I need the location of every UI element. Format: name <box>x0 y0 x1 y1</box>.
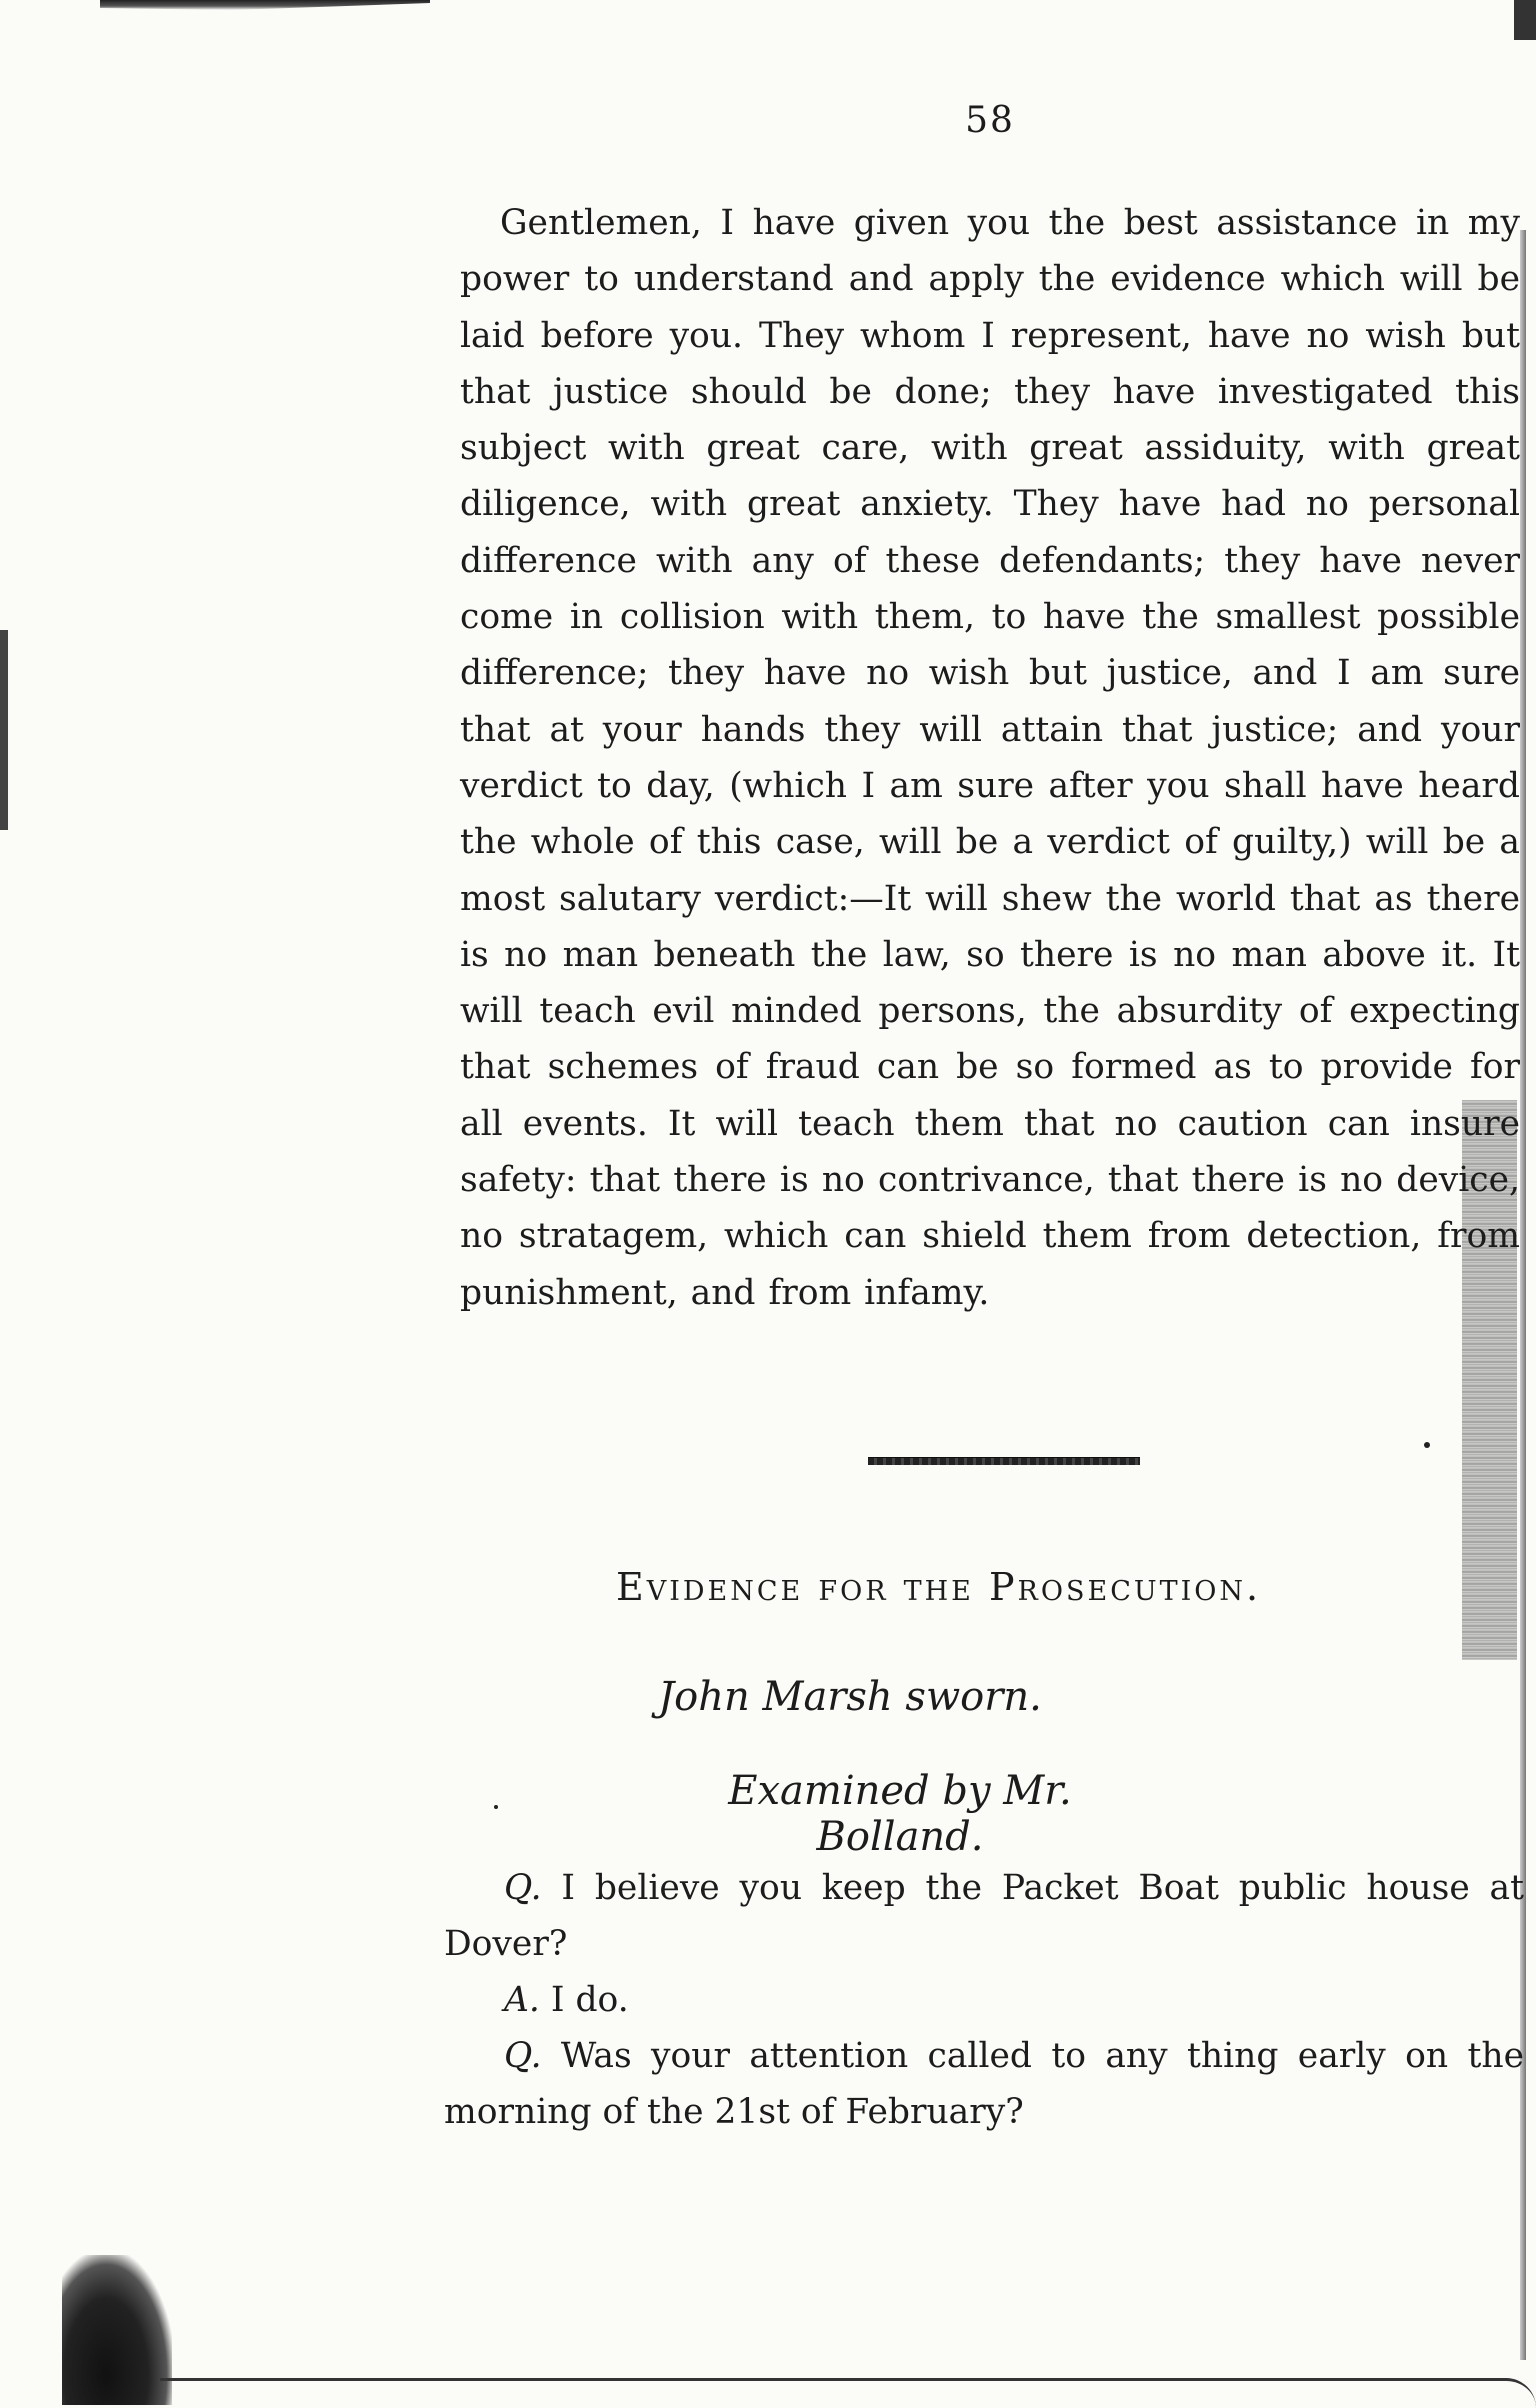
closing-statement <box>460 195 1520 1321</box>
testimony-line <box>444 1860 1524 1972</box>
scan-artifact-top-right <box>1514 0 1536 40</box>
examined-by: Examined by Mr. Bolland. <box>728 1768 1072 1860</box>
page-number: 58 <box>965 100 1015 141</box>
testimony-label: A. <box>504 1980 540 2020</box>
closing-statement-paragraph: Gentlemen, I have given you the best assistance in my power to understand and apply the evidence which will be laid before you. They whom I represent, have no wish but that justice should be done; they have investigated this subject with great care, with great assiduity, with great diligence, with great anxiety. They have had no personal difference with any of these defendants; they have never come in collision with them, to have the smallest possible difference; they have no wish but justice, and I am sure that at your hands they will attain that justice; and your verdict to day, (which I am sure after you shall have heard the whole of this case, will be a verdict of guilty,) will be a most salutary verdict:—It will shew the world that as there is no man beneath the law, so there is no man above it. It will teach evil minded persons, the absurdity of expecting that schemes of fraud can be so formed as to provide for all events. It will teach them that no caution can insure safety: that there is no contrivance, that there is no device, no stratagem, which can shield them from detection, from punishment, and from infamy. <box>460 203 1520 1313</box>
testimony-text: I do. <box>550 1980 629 2020</box>
testimony-line <box>444 2028 1524 2140</box>
ink-speck <box>1424 1442 1430 1448</box>
testimony <box>444 1860 1524 2140</box>
witness-sworn: John Marsh sworn. <box>658 1674 1042 1720</box>
testimony-label: Q. <box>504 2036 542 2076</box>
scan-artifact-bottom-left <box>62 2255 172 2405</box>
section-divider-rule <box>868 1457 1140 1465</box>
testimony-text: I believe you keep the Packet Boat public house at Dover? <box>444 1868 1524 1964</box>
testimony-label: Q. <box>504 1868 542 1908</box>
testimony-text: Was your attention called to any thing early on the morning of the 21st of February? <box>444 2036 1524 2132</box>
scan-artifact-top-left <box>100 0 430 10</box>
testimony-line <box>444 1972 1524 2028</box>
scan-artifact-left-edge <box>0 630 8 830</box>
section-heading: Evidence for the Prosecution. <box>616 1565 1262 1609</box>
ink-speck <box>494 1805 498 1809</box>
scan-artifact-bottom-edge <box>160 2378 1536 2408</box>
